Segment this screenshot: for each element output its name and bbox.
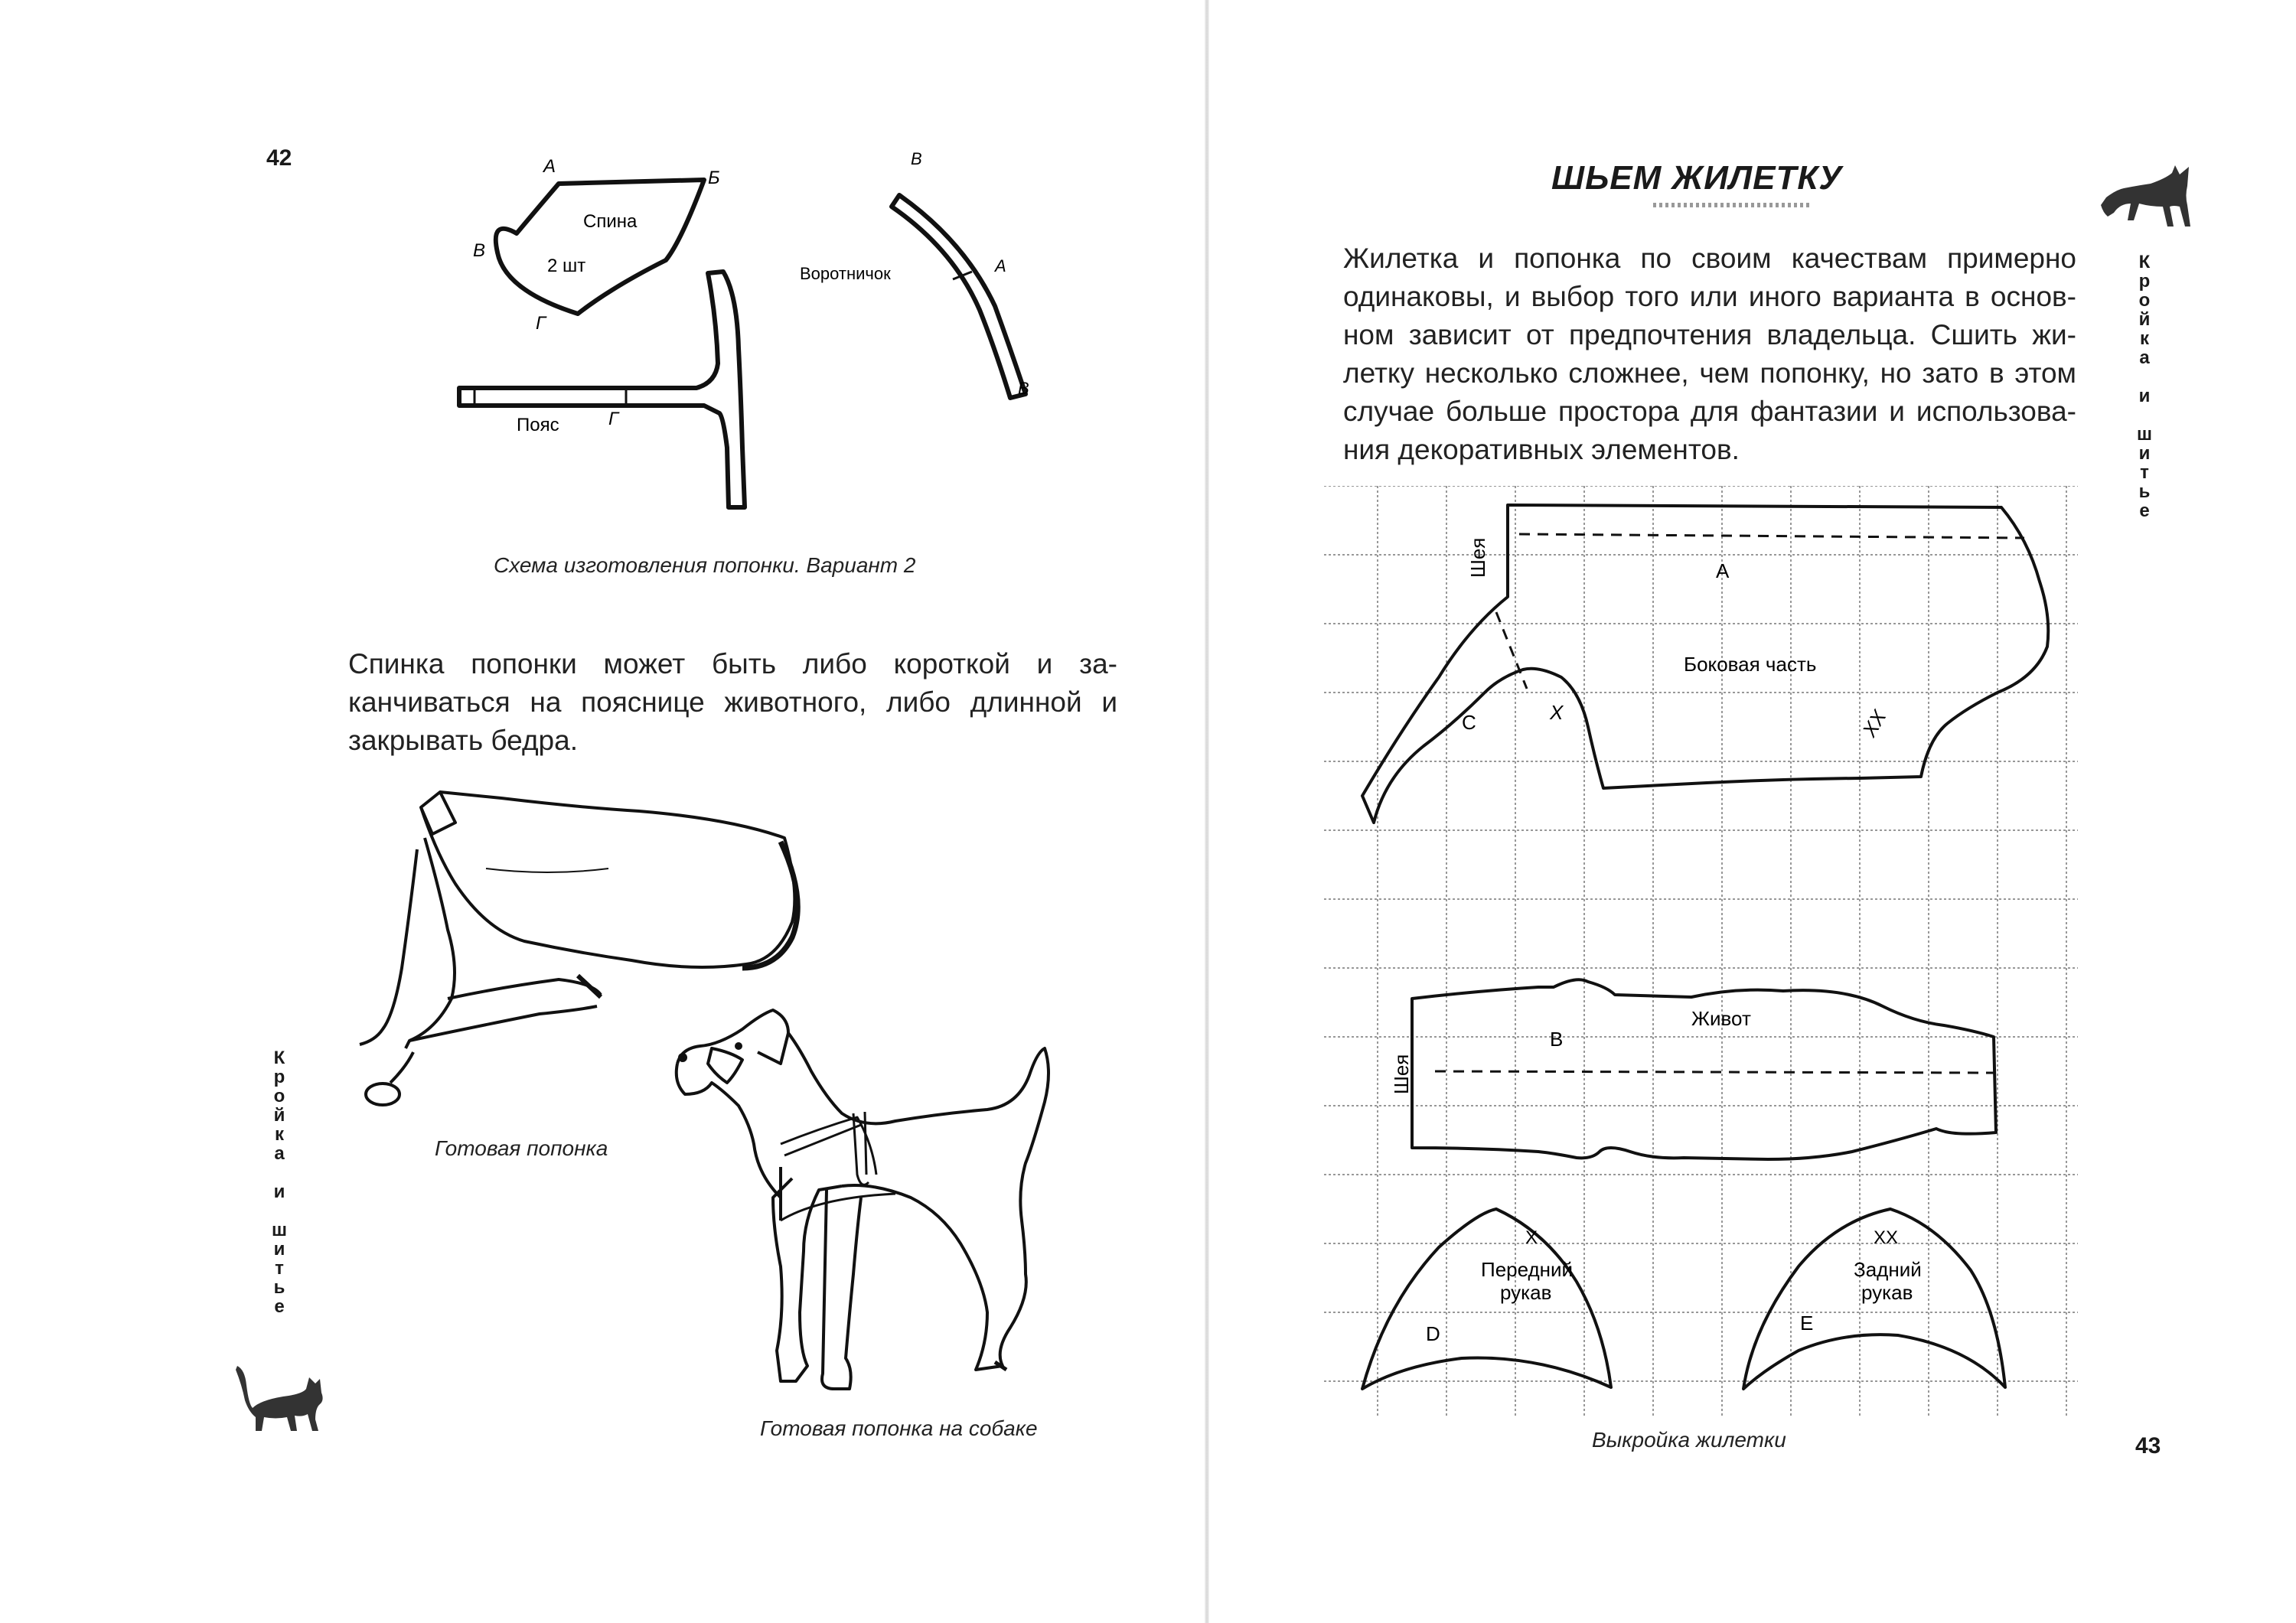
label-side-part: Боковая часть: [1684, 653, 1817, 676]
side-letter: р: [273, 1067, 285, 1087]
label-b: Б: [708, 168, 720, 188]
label-c: С: [1462, 711, 1476, 734]
vest-pattern-grid: [1324, 486, 2078, 1416]
page-heading: ШЬЕМ ЖИЛЕТКУ: [1551, 159, 1843, 197]
scheme-caption: Схема изготовления попонки. Вариант 2: [494, 553, 916, 577]
label-back-sleeve-2: рукав: [1861, 1281, 1913, 1304]
side-letter: е: [274, 1296, 285, 1317]
label-front-sleeve-1: Передний: [1481, 1258, 1574, 1281]
side-letter: и: [2138, 443, 2151, 464]
paragraph-line: ном зависит от предпочтения владельца. Сшить жи-: [1343, 319, 2076, 350]
right-side-label: [2133, 253, 2156, 520]
label-neck-2: Шея: [1390, 1054, 1413, 1094]
paragraph-line: летку несколько сложнее, чем попонку, но зато в этом: [1343, 357, 2076, 389]
page-number-left: 42: [266, 145, 292, 171]
paragraph-line: одинаковы, и выбор того или иного варианта в основ-: [1343, 281, 2076, 312]
side-letter: й: [2138, 309, 2151, 330]
label-front-x: X: [1525, 1227, 1538, 1248]
side-letter: е: [2139, 500, 2150, 521]
label-a: А: [1716, 559, 1730, 582]
blanket-caption: Готовая попонка: [435, 1136, 608, 1160]
paragraph-line: случае больше простора для фантазии и использова-: [1343, 396, 2076, 427]
label-e: E: [1800, 1312, 1814, 1335]
cat-icon: [230, 1362, 329, 1435]
label-back-sleeve-1: Задний: [1854, 1258, 1922, 1281]
side-letter: й: [273, 1105, 285, 1126]
side-letter: о: [2138, 290, 2151, 311]
blanket-scheme-diagram: [444, 142, 1056, 539]
side-letter: о: [273, 1086, 285, 1106]
spread-fold: [1205, 0, 1209, 1623]
collar-piece-outline: [892, 195, 1026, 398]
label-v: В: [473, 240, 486, 261]
side-letter: р: [2138, 271, 2151, 292]
side-letter: ш: [271, 1220, 287, 1240]
side-letter: К: [273, 1048, 285, 1068]
label-g: Г: [536, 313, 546, 334]
side-letter: т: [275, 1258, 284, 1279]
label-b: В: [1550, 1028, 1564, 1051]
side-letter: а: [2139, 347, 2150, 368]
side-letter: ш: [2136, 424, 2152, 445]
paragraph-line: канчиваться на пояснице животного, либо длинной и: [348, 686, 1117, 718]
back-piece-outline: [496, 180, 704, 314]
dog-caption: Готовая попонка на собаке: [760, 1416, 1038, 1440]
side-letter: ь: [273, 1277, 285, 1298]
dog-icon: [2097, 159, 2197, 232]
label-back: Спина: [583, 211, 638, 232]
label-front-sleeve-2: рукав: [1500, 1281, 1552, 1304]
left-side-label: [268, 1048, 291, 1316]
side-letter: а: [274, 1143, 285, 1164]
side-letter: к: [274, 1124, 284, 1145]
paragraph-line: Жилетка и попонка по своим качествам примерно: [1343, 243, 2076, 274]
side-letter: т: [2140, 462, 2149, 483]
label-count: 2 шт: [547, 256, 586, 276]
side-letter: [2133, 406, 2156, 425]
side-letter: и: [2138, 386, 2151, 406]
side-letter: К: [2138, 252, 2151, 272]
belt-piece-outline: [459, 272, 745, 507]
paragraph-line: ния декоративных элементов.: [1343, 434, 1740, 465]
paragraph-line: закрывать бедра.: [348, 725, 578, 756]
side-letter: и: [273, 1239, 285, 1260]
page-number-right: 43: [2135, 1433, 2161, 1458]
label-collar-v-top: В: [911, 149, 922, 168]
label-belly: Живот: [1691, 1007, 1751, 1030]
label-xx: XX: [1857, 706, 1891, 741]
label-belt: Пояс: [517, 415, 559, 435]
label-a: А: [543, 156, 556, 177]
side-letter: [268, 1163, 291, 1182]
heading-underline: [1653, 203, 1810, 207]
label-collar-v-bottom: В: [1018, 379, 1029, 398]
right-paragraph: [1343, 240, 2076, 469]
dog-with-blanket-illustration: [666, 991, 1102, 1404]
label-x: X: [1550, 701, 1564, 724]
label-collar-a: А: [995, 256, 1006, 275]
paragraph-line: Спинка попонки может быть либо короткой и за-: [348, 648, 1117, 680]
label-neck-1: Шея: [1466, 537, 1489, 578]
label-collar: Воротничок: [800, 264, 891, 283]
side-letter: [268, 1201, 291, 1221]
front-sleeve-outline: [1362, 1209, 1611, 1389]
side-letter: ь: [2138, 481, 2151, 502]
label-d: D: [1426, 1322, 1440, 1345]
left-paragraph: [348, 645, 1117, 760]
pattern-caption: Выкройка жилетки: [1592, 1428, 1786, 1452]
side-letter: [2133, 367, 2156, 386]
label-back-xx: XX: [1874, 1227, 1899, 1248]
side-letter: и: [273, 1181, 285, 1202]
label-belt-g: Г: [608, 409, 619, 429]
side-letter: к: [2139, 328, 2149, 349]
